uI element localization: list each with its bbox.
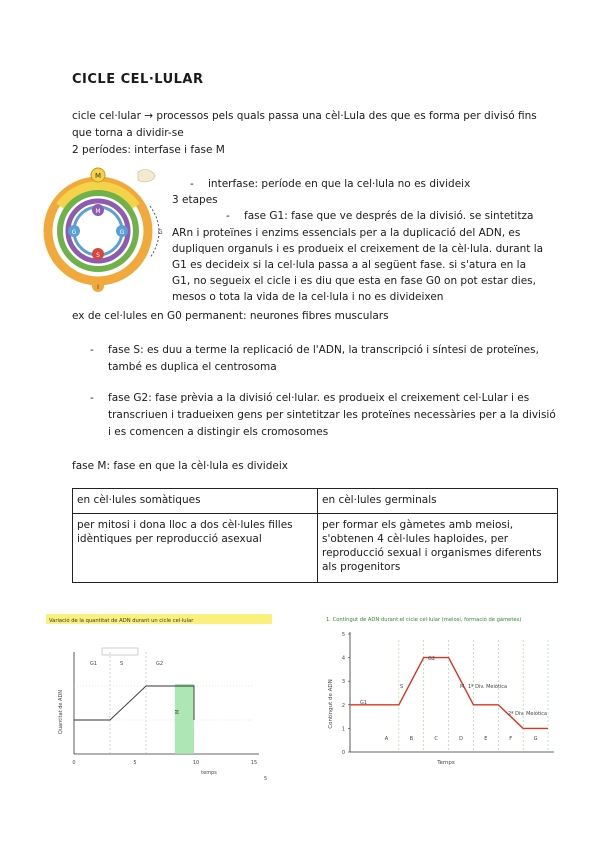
page-title: CICLE CEL·LULAR (72, 72, 204, 87)
bullet-dash: - (90, 344, 94, 356)
table-header-row (73, 489, 558, 514)
comparison-table (72, 488, 558, 583)
stages-title: 3 etapes (172, 194, 218, 206)
y-tick-label: 2 (341, 702, 345, 709)
interfase-item: interfase: període en que la cel·lula no es divideix (208, 178, 471, 190)
cell-cycle-diagram (38, 166, 188, 296)
dna-series-line (350, 658, 548, 729)
g1-line: mesos o tota la vida de la cel·lula i no es divideixen (172, 291, 444, 303)
cell-sketch-icon (138, 170, 155, 183)
segment-label: B (409, 736, 414, 742)
y-ticks (342, 632, 350, 756)
g1-line: G1, no segueix el cicle i es diu que esta en fase G0 on pot estar dies, (172, 275, 536, 287)
phase-label-g2: G2 (428, 656, 436, 662)
chart-gridlines (74, 652, 254, 754)
phase-label-g2: G2 (156, 661, 164, 667)
annotation-first-division: 1ª Div. Meiòtica (468, 684, 508, 690)
phase-label-m: M (175, 709, 181, 714)
chart-title: Variació de la quantitat de ADN durant un cicle cel·lular (49, 618, 194, 624)
y-tick-label: 0 (341, 750, 345, 756)
y-tick-label: 5 (341, 632, 345, 638)
x-tick: 10 (192, 760, 200, 766)
phase-label-m: M (460, 684, 465, 690)
x-tick: 5 (133, 760, 137, 766)
y-tick-label: 1 (341, 726, 345, 733)
annotation-second-division: 2ª Div. Meiòtica (508, 711, 548, 717)
chart-footnote: 5 (264, 776, 268, 782)
table-header: en cèl·lules germinals (318, 489, 558, 514)
segment-label: C (434, 736, 438, 742)
definition-text: cicle cel·lular → processos pels quals passa una cèl·Lula des que es forma per divisó fins que torna a dividir-se (72, 110, 537, 139)
table-header: en cèl·lules somàtiques (73, 489, 318, 514)
bullet-dash: - (226, 210, 230, 222)
dna-amount-chart (44, 612, 280, 784)
s-label: S (96, 252, 100, 259)
inner-m-label: M (95, 208, 101, 215)
x-tick: 0 (72, 760, 76, 766)
segment-label: D (459, 736, 463, 742)
table-cell: per formar els gàmetes amb meiosi, s'obtenen 4 cèl·lules haploides, per reproducció sexual i organismes diferents als progenitors (318, 514, 558, 583)
y-tick-label: 4 (341, 655, 345, 662)
chart-gridlines (399, 640, 548, 752)
bullet-dash: - (90, 392, 94, 404)
fase-m-text: fase M: fase en que la cèl·lula es divideix (72, 460, 288, 472)
segment-label: G (533, 736, 538, 742)
segment-label: F (509, 736, 513, 742)
y-tick-label: 3 (341, 679, 345, 686)
periods-text: 2 períodes: interfase i fase M (72, 144, 225, 156)
g1-line: ARn i proteïnes i enzims essencials per a la duplicació del ADN, es (172, 227, 521, 239)
i-label: I (97, 284, 99, 291)
chart-title: 1. Contingut de ADN durant el cicle cel·lular (meiosi, formació de gàmetes) (326, 617, 522, 623)
y-axis-label: Quantitat de ADN (58, 689, 64, 735)
g0-example: ex de cel·lules en G0 permanent: neurones fibres musculars (72, 310, 389, 322)
g-left-label: G (71, 229, 77, 236)
phase-label-s: S (120, 661, 124, 667)
table-row (73, 514, 558, 583)
meiosis-dna-chart (318, 612, 564, 772)
g1-line: G1 es decideix si la cel·lula passa a al següent fase. si s'atura en la (172, 259, 527, 271)
g0-label: G (158, 229, 163, 236)
phase-bracket (102, 648, 138, 655)
g1-line: dupliquen organuls i es produeix el creixement de la cèl·lula. durant la (172, 243, 544, 255)
table-cell: per mitosi i dona lloc a dos cèl·lules filles idèntiques per reproducció asexual (73, 514, 318, 583)
g1-first-line: fase G1: fase que ve després de la divisió. se sintetitza (244, 210, 534, 222)
segment-label: A (384, 736, 389, 742)
phase-label-s: S (400, 684, 404, 690)
y-axis-label: Contingut de ADN (328, 679, 334, 729)
m-phase-band (175, 684, 194, 754)
x-axis-label: temps (201, 770, 217, 776)
g-right-label: G (119, 229, 125, 236)
s-phase-text: fase S: es duu a terme la replicació de l'ADN, la transcripció i síntesi de proteïnes, també es duplica el centrosoma (108, 344, 539, 373)
m-label: M (94, 172, 102, 180)
g2-phase-text: fase G2: fase prèvia a la divisió cel·lular. es produeix el creixement cel·Lular i es transcriuen i tradueixen gens per sintetitzar les proteïnes necessàries per a la divisió i es comencen a distingir els cromosomes (108, 392, 556, 438)
segment-label: E (484, 736, 488, 742)
x-axis-label: Temps (437, 760, 455, 766)
phase-label-g1: G1 (90, 661, 98, 667)
phase-label-g1: G1 (360, 700, 368, 706)
segment-labels (385, 736, 538, 742)
x-tick: 15 (250, 760, 258, 766)
bullet-dash: - (190, 178, 194, 190)
